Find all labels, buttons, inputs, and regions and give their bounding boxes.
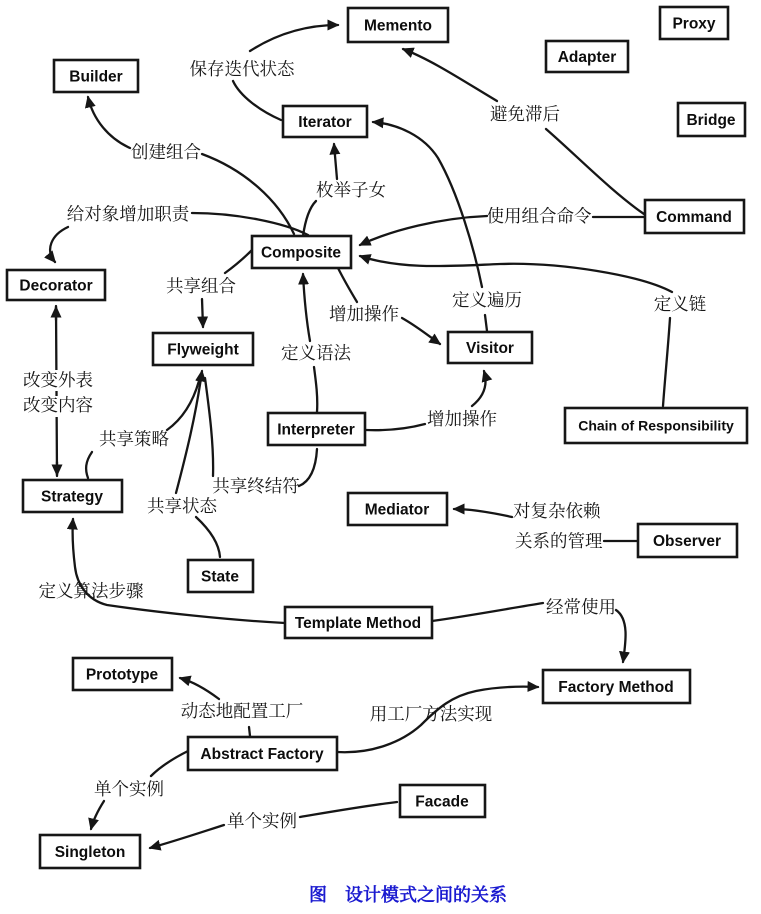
node-state (188, 560, 253, 592)
node-bridge (678, 103, 745, 136)
node-builder-label: Builder (69, 68, 123, 86)
node-template-method (285, 607, 432, 638)
label-defining-algorithm-steps: 定义算法步骤 (38, 581, 144, 601)
node-flyweight-label: Flyweight (167, 341, 239, 359)
edge-facade-singleton-stem (300, 802, 397, 817)
label-adding-operations-interpreter: 增加操作 (427, 409, 497, 429)
node-interpreter-label: Interpreter (277, 421, 355, 439)
label-implement-using-factory-method: 用工厂方法实现 (369, 704, 493, 724)
node-flyweight (153, 333, 253, 365)
node-adapter-label: Adapter (557, 49, 617, 66)
label-changing-skin: 改变外表 (23, 370, 93, 390)
node-composite-label: Composite (260, 244, 342, 262)
label-complex-dependency-line1: 对复杂依赖 (513, 501, 601, 521)
node-singleton (40, 835, 140, 868)
edge-abstractfactory-prototype-stem (249, 727, 250, 736)
node-composite (252, 236, 351, 268)
edge-state-flyweight-arrow (176, 371, 202, 493)
edge-facade-singleton-arrow (150, 825, 224, 848)
edge-interpreter-visitor-arrow (472, 371, 486, 406)
edge-abstractfactory-prototype-arrow (180, 678, 219, 699)
node-observer-label: Observer (652, 533, 722, 550)
node-template-method-label: Template Method (294, 615, 422, 632)
node-visitor-label: Visitor (466, 340, 514, 357)
edge-composite-builder-stem (202, 154, 294, 234)
edge-composite-visitor-arrow (402, 318, 440, 344)
label-single-instance-facade: 单个实例 (227, 811, 297, 831)
label-creating-composites: 创建组合 (131, 142, 201, 162)
label-sharing-strategies: 共享策略 (99, 429, 169, 449)
label-often-uses: 经常使用 (546, 597, 616, 617)
node-iterator (283, 106, 367, 137)
node-builder (54, 60, 138, 92)
edge-chain-composite-stem (663, 318, 670, 406)
edge-observer-mediator-arrow (454, 509, 512, 517)
label-composed-commands: 使用组合命令 (486, 206, 592, 226)
edge-chain-composite-arrow (360, 256, 672, 292)
edge-composite-visitor-stem (338, 268, 357, 302)
edge-composite-iterator-arrow (334, 144, 337, 179)
node-factory-method-label: Factory Method (558, 679, 674, 696)
edge-composite-builder-arrow (88, 97, 130, 148)
edge-interpreter-visitor-stem (366, 424, 425, 430)
node-decorator-label: Decorator (19, 277, 93, 295)
edge-template-factory-arrow (616, 610, 626, 662)
label-defining-traversals: 定义遍历 (452, 290, 522, 310)
edge-composite-flyweight-arrow (202, 299, 203, 327)
edge-interpreter-composite-arrow (303, 274, 310, 341)
edge-abstractfactory-singleton-arrow (91, 801, 104, 829)
node-prototype (73, 658, 172, 690)
label-sharing-terminal-symbols: 共享终结符 (212, 476, 300, 496)
node-visitor (448, 332, 532, 363)
edge-composite-iterator-stem (303, 201, 316, 236)
edge-composite-flyweight-stem (225, 250, 252, 273)
node-proxy (660, 7, 728, 39)
edge-composite-decorator-arrow (50, 227, 68, 262)
node-proxy-label: Proxy (672, 15, 716, 33)
edge-abstractfactory-singleton-stem (151, 751, 188, 776)
node-facade-label: Facade (415, 793, 469, 811)
edge-template-factory-stem (432, 603, 543, 621)
label-changing-guts: 改变内容 (23, 395, 93, 415)
node-abstract-factory (188, 737, 337, 770)
figure-caption: 图 设计模式之间的关系 (309, 885, 507, 905)
node-abstract-factory-label: Abstract Factory (200, 746, 324, 763)
label-adding-responsibilities: 给对象增加职责 (66, 204, 190, 224)
node-interpreter (268, 413, 365, 445)
label-configure-factory-dynamically: 动态地配置工厂 (180, 701, 304, 721)
node-decorator (7, 270, 105, 300)
label-sharing-composites: 共享组合 (166, 276, 236, 296)
edge-iterator-memento-arrow (250, 25, 338, 51)
node-chain-of-responsibility (565, 408, 747, 443)
node-singleton-label: Singleton (54, 844, 126, 861)
edge-interpreter-flyweight-hook (299, 449, 317, 486)
node-strategy (23, 480, 122, 512)
label-defining-the-chain: 定义链 (653, 294, 707, 314)
edge-composite-decorator-stem (192, 213, 308, 235)
edge-visitor-iterator-stem (485, 315, 487, 331)
node-memento (348, 8, 448, 42)
label-sharing-states: 共享状态 (147, 496, 217, 516)
node-memento-label: Memento (363, 17, 433, 35)
label-complex-dependency-line2: 关系的管理 (515, 531, 603, 551)
label-single-instance-abstract-factory: 单个实例 (94, 779, 164, 799)
edge-command-memento-arrow (403, 49, 497, 101)
node-prototype-label: Prototype (85, 666, 159, 684)
label-avoiding-hysteresis: 避免滞后 (490, 104, 560, 124)
node-command (645, 200, 744, 233)
label-defining-grammar: 定义语法 (281, 343, 351, 363)
node-command-label: Command (656, 209, 732, 226)
node-bridge-label: Bridge (686, 112, 736, 129)
edge-interpreter-composite-stem (314, 367, 317, 412)
node-factory-method (543, 670, 690, 703)
node-adapter (546, 41, 628, 72)
node-mediator (348, 493, 447, 525)
edge-iterator-memento-stem (233, 81, 281, 120)
node-state-label: State (201, 568, 239, 586)
label-saving-iteration-state: 保存迭代状态 (189, 59, 295, 79)
edge-interpreter-flyweight-upper (205, 378, 213, 476)
edge-strategy-flyweight-upper (167, 377, 200, 430)
edge-state-flyweight-lower (196, 517, 220, 557)
label-adding-operations-composite: 增加操作 (329, 304, 399, 324)
edge-command-memento-stem (546, 129, 644, 214)
edge-strategy-flyweight-lower (86, 452, 92, 478)
node-observer (638, 524, 737, 557)
label-enumerating-children: 枚举子女 (316, 180, 386, 200)
node-mediator-label: Mediator (364, 501, 430, 519)
node-chain-of-responsibility-label: Chain of Responsibility (578, 417, 734, 434)
node-strategy-label: Strategy (40, 488, 104, 506)
node-iterator-label: Iterator (298, 114, 352, 131)
node-facade (400, 785, 485, 817)
